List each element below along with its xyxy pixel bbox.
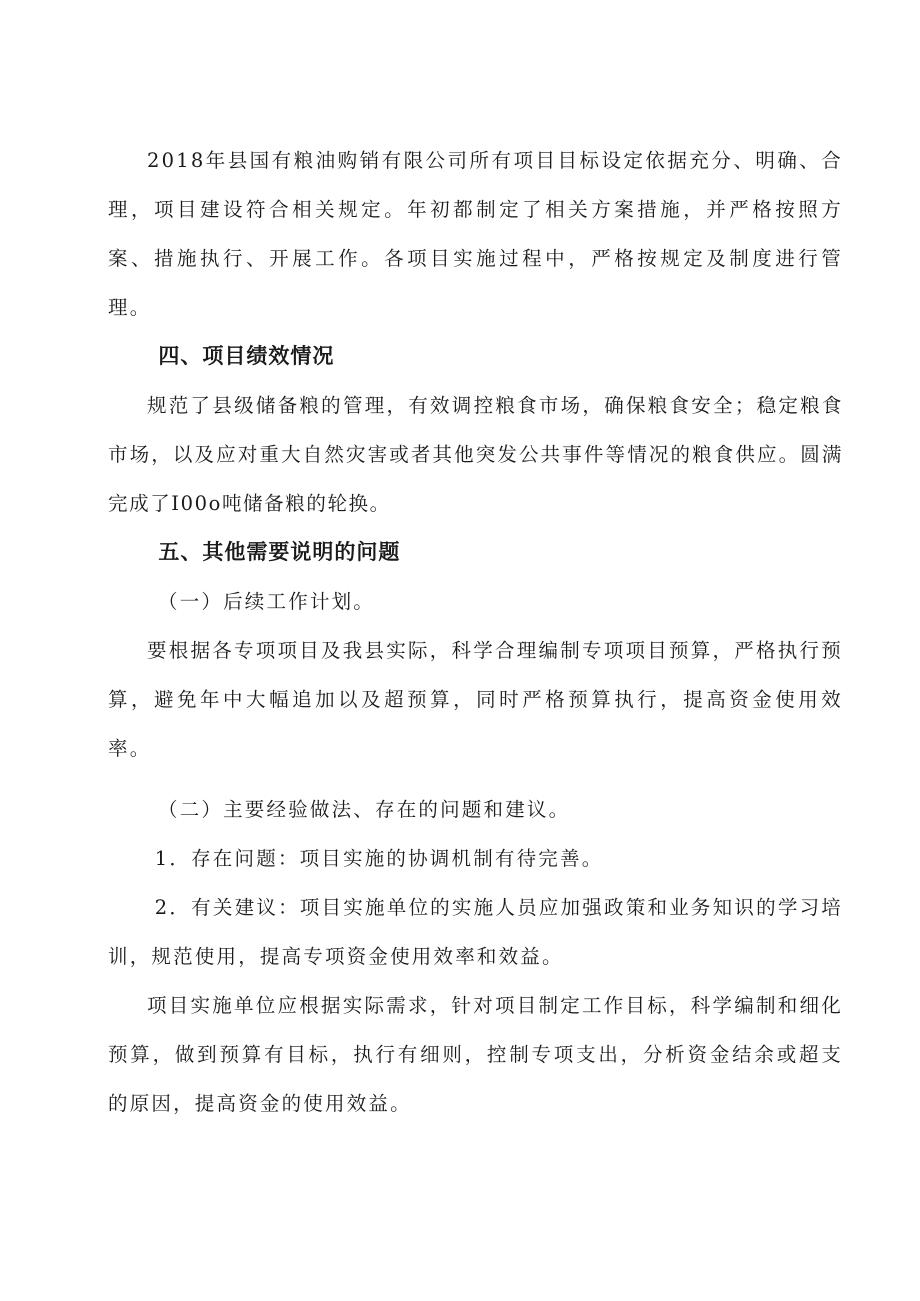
section-heading-other-issues: 五、其他需要说明的问题 [158,540,401,564]
subheading-follow-up-plan: （一）后续工作计划。 [158,590,376,613]
implementation-unit-paragraph: 项目实施单位应根据实际需求，针对项目制定工作目标，科学编制和细化预算，做到预算有目标，执行有细则，控制专项支出，分析资金结余或超支的原因，提高资金的使用效益。 [108,994,843,1115]
project-target-paragraph: 2018年县国有粮油购销有限公司所有项目目标设定依据充分、明确、合理，项目建设符合相关规定。年初都制定了相关方案措施，并严格按照方案、措施执行、开展工作。各项目实施过程中，严格按规定及制度进行管理。 [108,149,843,319]
subheading-experience-issues: （二）主要经验做法、存在的问题和建议。 [158,798,571,821]
section-heading-performance: 四、项目绩效情况 [158,344,335,368]
list-item-suggestion: 2．有关建议：项目实施单位的实施人员应加强政策和业务知识的学习培训，规范使用，提高专项资金使用效率和效益。 [108,896,843,968]
list-item-existing-problem: 1．存在问题：项目实施的协调机制有待完善。 [154,847,604,870]
document-page [108,136,843,1128]
follow-up-plan-paragraph: 要根据各专项项目及我县实际，科学合理编制专项项目预算，严格执行预算，避免年中大幅追加以及超预算，同时严格预算执行，提高资金使用效率。 [108,639,843,760]
performance-paragraph: 规范了县级储备粮的管理，有效调控粮食市场，确保粮食安全；稳定粮食市场，以及应对重大自然灾害或者其他突发公共事件等情况的粮食供应。圆满完成了I00o吨储备粮的轮换。 [108,394,843,515]
